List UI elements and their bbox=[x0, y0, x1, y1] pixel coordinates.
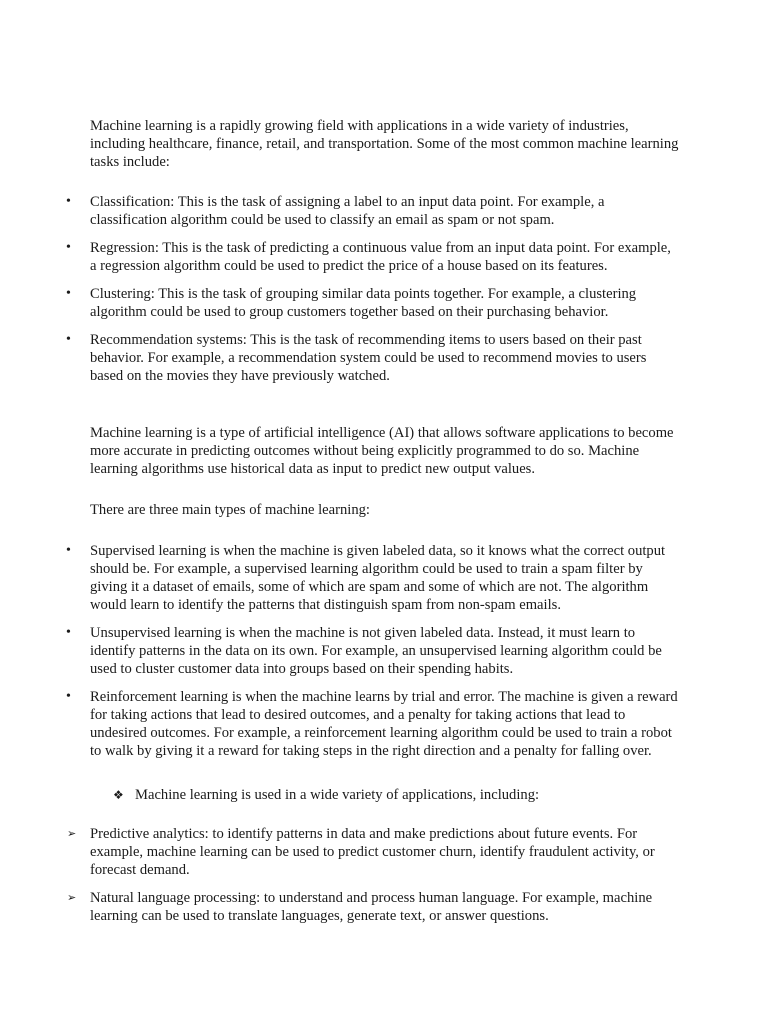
bullet-marker: • bbox=[66, 543, 71, 558]
bullet-marker: • bbox=[66, 286, 71, 301]
list-item bbox=[0, 889, 680, 925]
arrow-bullet-icon: ➢ bbox=[67, 892, 77, 904]
list-item bbox=[0, 331, 680, 385]
list-item bbox=[0, 624, 680, 678]
bullet-marker: • bbox=[66, 625, 71, 640]
applications-intro: Machine learning is used in a wide variety of applications, including: bbox=[135, 787, 540, 803]
bullet-marker: • bbox=[66, 240, 71, 255]
list-item-text: Supervised learning is when the machine is given labeled data, so it knows what the correct output should be. For example, a supervised learning algorithm could be used to train a spam filter by giving it a dataset of emails, some of which are spam and some of which are not. The algorithm would learn to identify the patterns that distinguish spam from non-spam emails. bbox=[90, 543, 666, 613]
list-item-text: Predictive analytics: to identify patterns in data and make predictions about future events. For example, machine learning can be used to predict customer churn, identify fraudulent activity, or forecast demand. bbox=[90, 826, 655, 878]
arrow-bullet-icon: ➢ bbox=[67, 828, 77, 840]
list-item-text: Unsupervised learning is when the machine is not given labeled data. Instead, it must learn to identify patterns in the data on its own. For example, an unsupervised learning algorithm could be used to cluster customer data into groups based on their spending habits. bbox=[90, 625, 662, 677]
bullet-marker: • bbox=[66, 689, 71, 704]
list-item bbox=[0, 825, 680, 879]
tasks-list bbox=[0, 193, 768, 385]
applications-intro-line bbox=[113, 786, 673, 804]
list-item-text: Recommendation systems: This is the task of recommending items to users based on their past behavior. For example, a recommendation system could be used to recommend movies to users based on the movies they have previously watched. bbox=[90, 332, 647, 384]
bullet-marker: • bbox=[66, 194, 71, 209]
list-item bbox=[0, 193, 680, 229]
intro-paragraph: Machine learning is a rapidly growing field with applications in a wide variety of industries, including healthcare, finance, retail, and transportation. Some of the most common machine learning tasks include: bbox=[90, 118, 679, 170]
list-item-text: Clustering: This is the task of grouping similar data points together. For example, a clustering algorithm could be used to group customers together based on their purchasing behavior. bbox=[90, 286, 637, 320]
list-item-text: Natural language processing: to understand and process human language. For example, machine learning can be used to translate languages, generate text, or answer questions. bbox=[90, 890, 653, 924]
list-item bbox=[0, 688, 680, 760]
applications-list bbox=[0, 825, 768, 925]
diamond-bullet-icon: ❖ bbox=[113, 788, 124, 802]
list-item bbox=[0, 239, 680, 275]
types-intro: There are three main types of machine learning: bbox=[90, 502, 370, 518]
bullet-marker: • bbox=[66, 332, 71, 347]
list-item-text: Regression: This is the task of predicting a continuous value from an input data point. For example, a regression algorithm could be used to predict the price of a house based on its features. bbox=[90, 240, 671, 274]
list-item bbox=[0, 285, 680, 321]
list-item-text: Reinforcement learning is when the machine learns by trial and error. The machine is given a reward for taking actions that lead to desired outcomes, and a penalty for taking actions that lead to undesired outcomes. For example, a reinforcement learning algorithm could be used to train a robot to walk by giving it a reward for taking steps in the right direction and a penalty for falling over. bbox=[90, 689, 678, 759]
types-list bbox=[0, 542, 768, 760]
list-item bbox=[0, 542, 680, 614]
list-item-text: Classification: This is the task of assigning a label to an input data point. For example, a classification algorithm could be used to classify an email as spam or not spam. bbox=[90, 194, 605, 228]
definition-paragraph: Machine learning is a type of artificial intelligence (AI) that allows software applications to become more accurate in predicting outcomes without being explicitly programmed to do so. Machine learning algorithms use historical data as input to predict new output values. bbox=[90, 425, 674, 477]
